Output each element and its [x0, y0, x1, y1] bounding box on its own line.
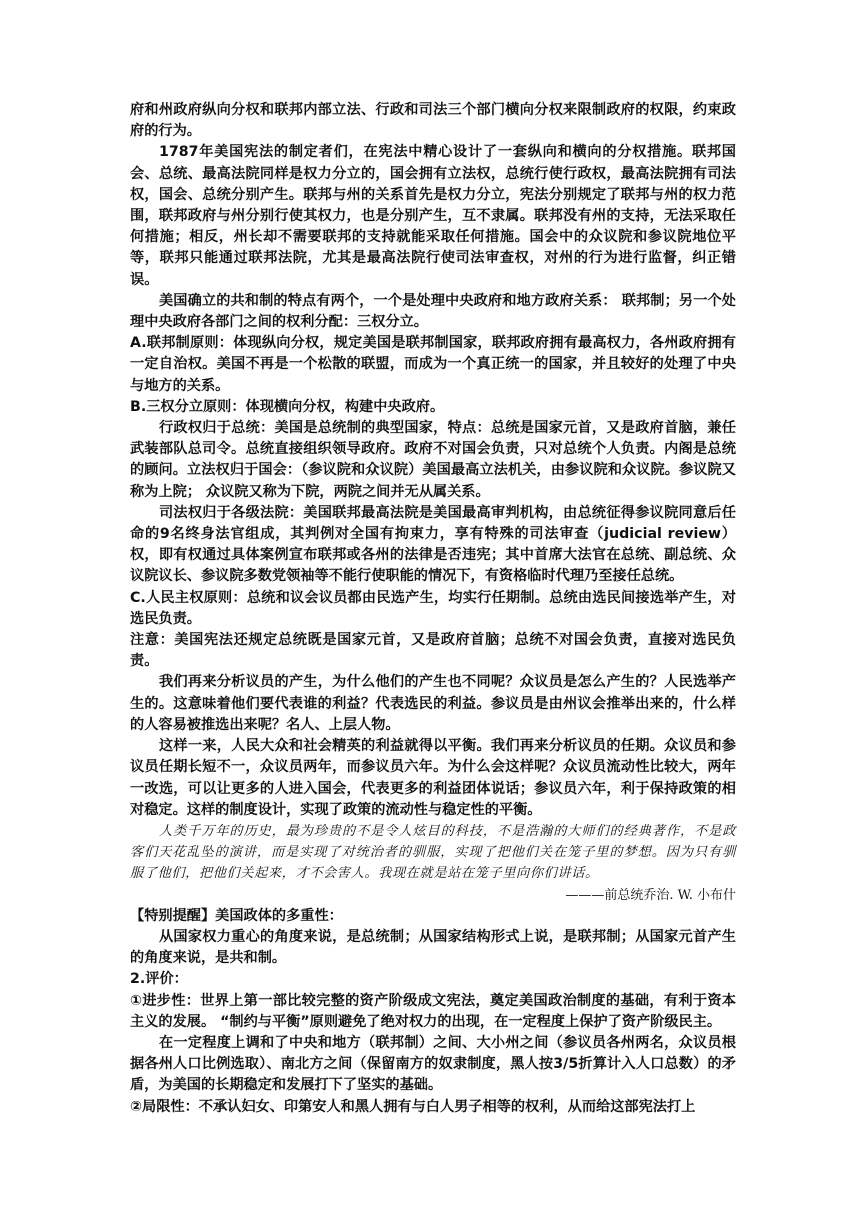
paragraph-checks-principle-heading: B.三权分立原则：体现横向分权，构建中央政府。	[130, 398, 445, 415]
paragraph-reconciliation: 在一定程度上调和了中央和地方（联邦制）之间、大小州之间（参议员各州两名，众议员根据各州人口比例选取）、南北方之间（保留南方的奴隶制度，黑人按3/5折算计入人口总数）的矛盾，为美国的长期稳定和发展打下了坚实的基础。	[130, 1034, 736, 1094]
paragraph-federalism-principle: A.联邦制原则：体现纵向分权，规定美国是联邦制国家，联邦政府拥有最高权力，各州政府拥有一定自治权。美国不再是一个松散的联盟，而成为一个真正统一的国家，并且较好的处理了中央与地方的关系。	[130, 335, 736, 394]
paragraph-separation-of-powers-1787: 1787年美国宪法的制定者们，在宪法中精心设计了一套纵向和横向的分权措施。联邦国会、总统、最高法院同样是权力分立的，国会拥有立法权，总统行使行政权，最高法院拥有司法权，国会、总统分别产生。联邦与州的关系首先是权力分立，宪法分别规定了联邦与州的权力范围，联邦政府与州分别行使其权力，也是分别产生，互不隶属。联邦没有州的支持，无法采取任何措施；相反，州长却不需要联邦的支持就能采取任何措施。国会中的众议院和参议院地位平等，联邦只能通过联邦法院，尤其是最高法院行使司法审查权，对州的行为进行监督，纠正错误。	[130, 144, 736, 288]
paragraph-member-election: 我们再来分析议员的产生，为什么他们的产生也不同呢？众议员是怎么产生的？人民选举产生的。这意味着他们要代表谁的利益？代表选民的利益。参议员是由州议会推举出来的，什么样的人容易被推选出来呢？名人、上层人物。	[130, 674, 736, 733]
paragraph-intro-continued: 府和州政府纵向分权和联邦内部立法、行政和司法三个部门横向分权来限制政府的权限，约束政府的行为。	[130, 102, 736, 140]
document-page	[130, 100, 736, 1118]
paragraph-judicial: 司法权归于各级法院：美国联邦最高法院是美国最高审判机构，由总统征得参议院同意后任命的9名终身法官组成，其判例对全国有拘束力，享有特殊的司法审查（judicial review）权，即有权通过具体案例宣布联邦或各州的法律是否违宪；其中首席大法官在总统、副总统、众议院议长、参议院多数党领袖等不能行使职能的情况下，有资格临时代理乃至接任总统。	[130, 504, 736, 585]
section-heading-evaluation: 2.评价：	[130, 971, 188, 988]
quote-attribution: ———前总统乔治. W. 小布什	[565, 887, 736, 903]
quote-text: 人类千万年的历史，最为珍贵的不是令人炫目的科技，不是浩瀚的大师们的经典著作，不是政客们天花乱坠的演讲，而是实现了对统治者的驯服，实现了把他们关在笼子里的梦想。因为只有驯服了他们，把他们关起来，才不会害人。我现在就是站在笼子里向你们讲话。	[130, 823, 736, 882]
paragraph-popular-sovereignty: C.人民主权原则：总统和议会议员都由民选产生，均实行任期制。总统由选民间接选举产生，对选民负责。	[130, 589, 736, 627]
paragraph-member-terms: 这样一来，人民大众和社会精英的利益就得以平衡。我们再来分析议员的任期。众议员和参议员任期长短不一，众议员两年，而参议员六年。为什么会这样呢？众议员流动性比较大，两年一改选，可以让更多的人进入国会，代表更多的利益团体说话；参议员六年，利于保持政策的相对稳定。这样的制度设计，实现了政策的流动性与稳定性的平衡。	[130, 738, 736, 818]
paragraph-multiplicity: 从国家权力重心的角度来说，是总统制；从国家结构形式上说，是联邦制；从国家元首产生的角度来说，是共和制。	[130, 928, 736, 967]
paragraph-executive-legislative: 行政权归于总统：美国是总统制的典型国家，特点：总统是国家元首，又是政府首脑，兼任武装部队总司令。总统直接组织领导政府。政府不对国会负责，只对总统个人负责。内阁是总统的顾问。立法权归于国会：（参议院和众议院）美国最高立法机关，由参议院和众议院。参议院又称为上院； 众议院又称为下院，两院之间并无从属关系。	[130, 420, 736, 500]
paragraph-limitations: ②局限性：不承认妇女、印第安人和黑人拥有与白人男子相等的权利，从而给这部宪法打上	[130, 1098, 696, 1115]
paragraph-progressiveness: ①进步性：世界上第一部比较完整的资产阶级成文宪法，奠定美国政治制度的基础，有利于资本主义的发展。 “制约与平衡”原则避免了绝对权力的出现，在一定程度上保护了资产阶级民主。	[130, 992, 736, 1030]
paragraph-note: 注意：美国宪法还规定总统既是国家元首，又是政府首脑；总统不对国会负责，直接对选民负责。	[130, 632, 736, 670]
paragraph-republic-features: 美国确立的共和制的特点有两个，一个是处理中央政府和地方政府关系： 联邦制；另一个处理中央政府各部门之间的权利分配：三权分立。	[130, 292, 736, 331]
paragraph-special-reminder: 【特别提醒】美国政体的多重性：	[130, 907, 343, 924]
